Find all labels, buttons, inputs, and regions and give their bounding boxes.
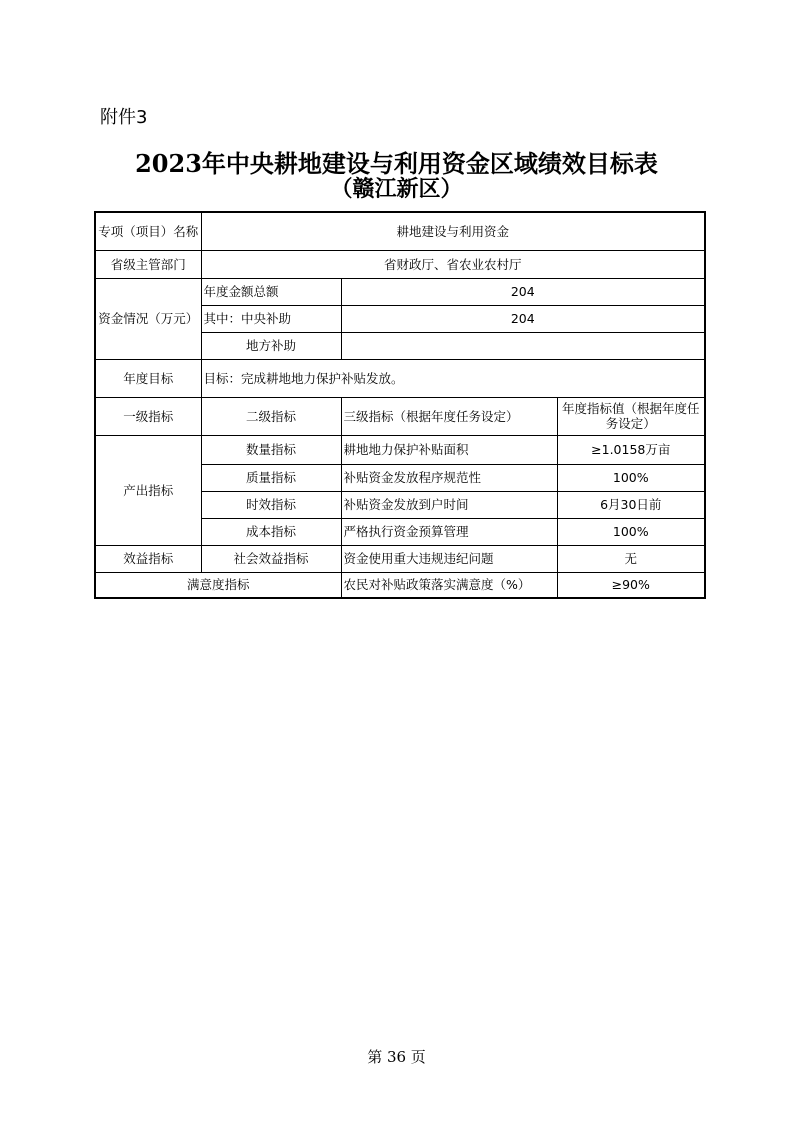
document-subtitle: （赣江新区） xyxy=(330,176,463,202)
table-row xyxy=(95,250,705,278)
output-target: 6月30日前 xyxy=(557,491,705,518)
annual-total-label: 年度金额总额 xyxy=(201,278,341,305)
project-name-value: 耕地建设与利用资金 xyxy=(201,212,705,250)
satisfaction-target: ≥90% xyxy=(557,572,705,598)
header-target: 年度指标值（根据年度任务设定） xyxy=(557,397,705,435)
header-level1: 一级指标 xyxy=(95,397,201,435)
annual-goal-value: 目标：完成耕地地力保护补贴发放。 xyxy=(201,359,705,397)
page-number: 第 36 页 xyxy=(367,1048,426,1066)
output-target: ≥1.0158万亩 xyxy=(557,435,705,464)
output-level3: 耕地地力保护补贴面积 xyxy=(341,435,557,464)
table-row xyxy=(95,435,705,464)
table-header-row xyxy=(95,397,705,435)
output-target: 100% xyxy=(557,518,705,545)
output-level3: 严格执行资金预算管理 xyxy=(341,518,557,545)
satisfaction-level3: 农民对补贴政策落实满意度（%） xyxy=(341,572,557,598)
local-subsidy-label: 地方补助 xyxy=(201,332,341,359)
table-row xyxy=(95,359,705,397)
benefit-level2: 社会效益指标 xyxy=(201,545,341,572)
dept-label: 省级主管部门 xyxy=(95,250,201,278)
annual-total-value: 204 xyxy=(341,278,705,305)
output-label: 产出指标 xyxy=(95,435,201,545)
performance-target-table xyxy=(94,211,706,599)
table-row xyxy=(95,572,705,598)
output-level2: 时效指标 xyxy=(201,491,341,518)
benefit-label: 效益指标 xyxy=(95,545,201,572)
header-level2: 二级指标 xyxy=(201,397,341,435)
output-level3: 补贴资金发放到户时间 xyxy=(341,491,557,518)
header-level3: 三级指标（根据年度任务设定） xyxy=(341,397,557,435)
local-subsidy-value xyxy=(341,332,705,359)
table-row xyxy=(95,212,705,250)
table-row xyxy=(95,545,705,572)
attachment-label: 附件3 xyxy=(100,107,148,128)
dept-value: 省财政厅、省农业农村厅 xyxy=(201,250,705,278)
output-level2: 数量指标 xyxy=(201,435,341,464)
table-row xyxy=(95,278,705,305)
central-subsidy-label: 其中：中央补助 xyxy=(201,305,341,332)
satisfaction-label: 满意度指标 xyxy=(95,572,341,598)
project-name-label: 专项（项目）名称 xyxy=(95,212,201,250)
benefit-level3: 资金使用重大违规违纪问题 xyxy=(341,545,557,572)
output-level2: 成本指标 xyxy=(201,518,341,545)
output-level3: 补贴资金发放程序规范性 xyxy=(341,464,557,491)
annual-goal-label: 年度目标 xyxy=(95,359,201,397)
document-title: 2023年中央耕地建设与利用资金区域绩效目标表 xyxy=(135,149,658,178)
benefit-target: 无 xyxy=(557,545,705,572)
output-target: 100% xyxy=(557,464,705,491)
output-level2: 质量指标 xyxy=(201,464,341,491)
funds-label: 资金情况（万元） xyxy=(95,278,201,359)
central-subsidy-value: 204 xyxy=(341,305,705,332)
